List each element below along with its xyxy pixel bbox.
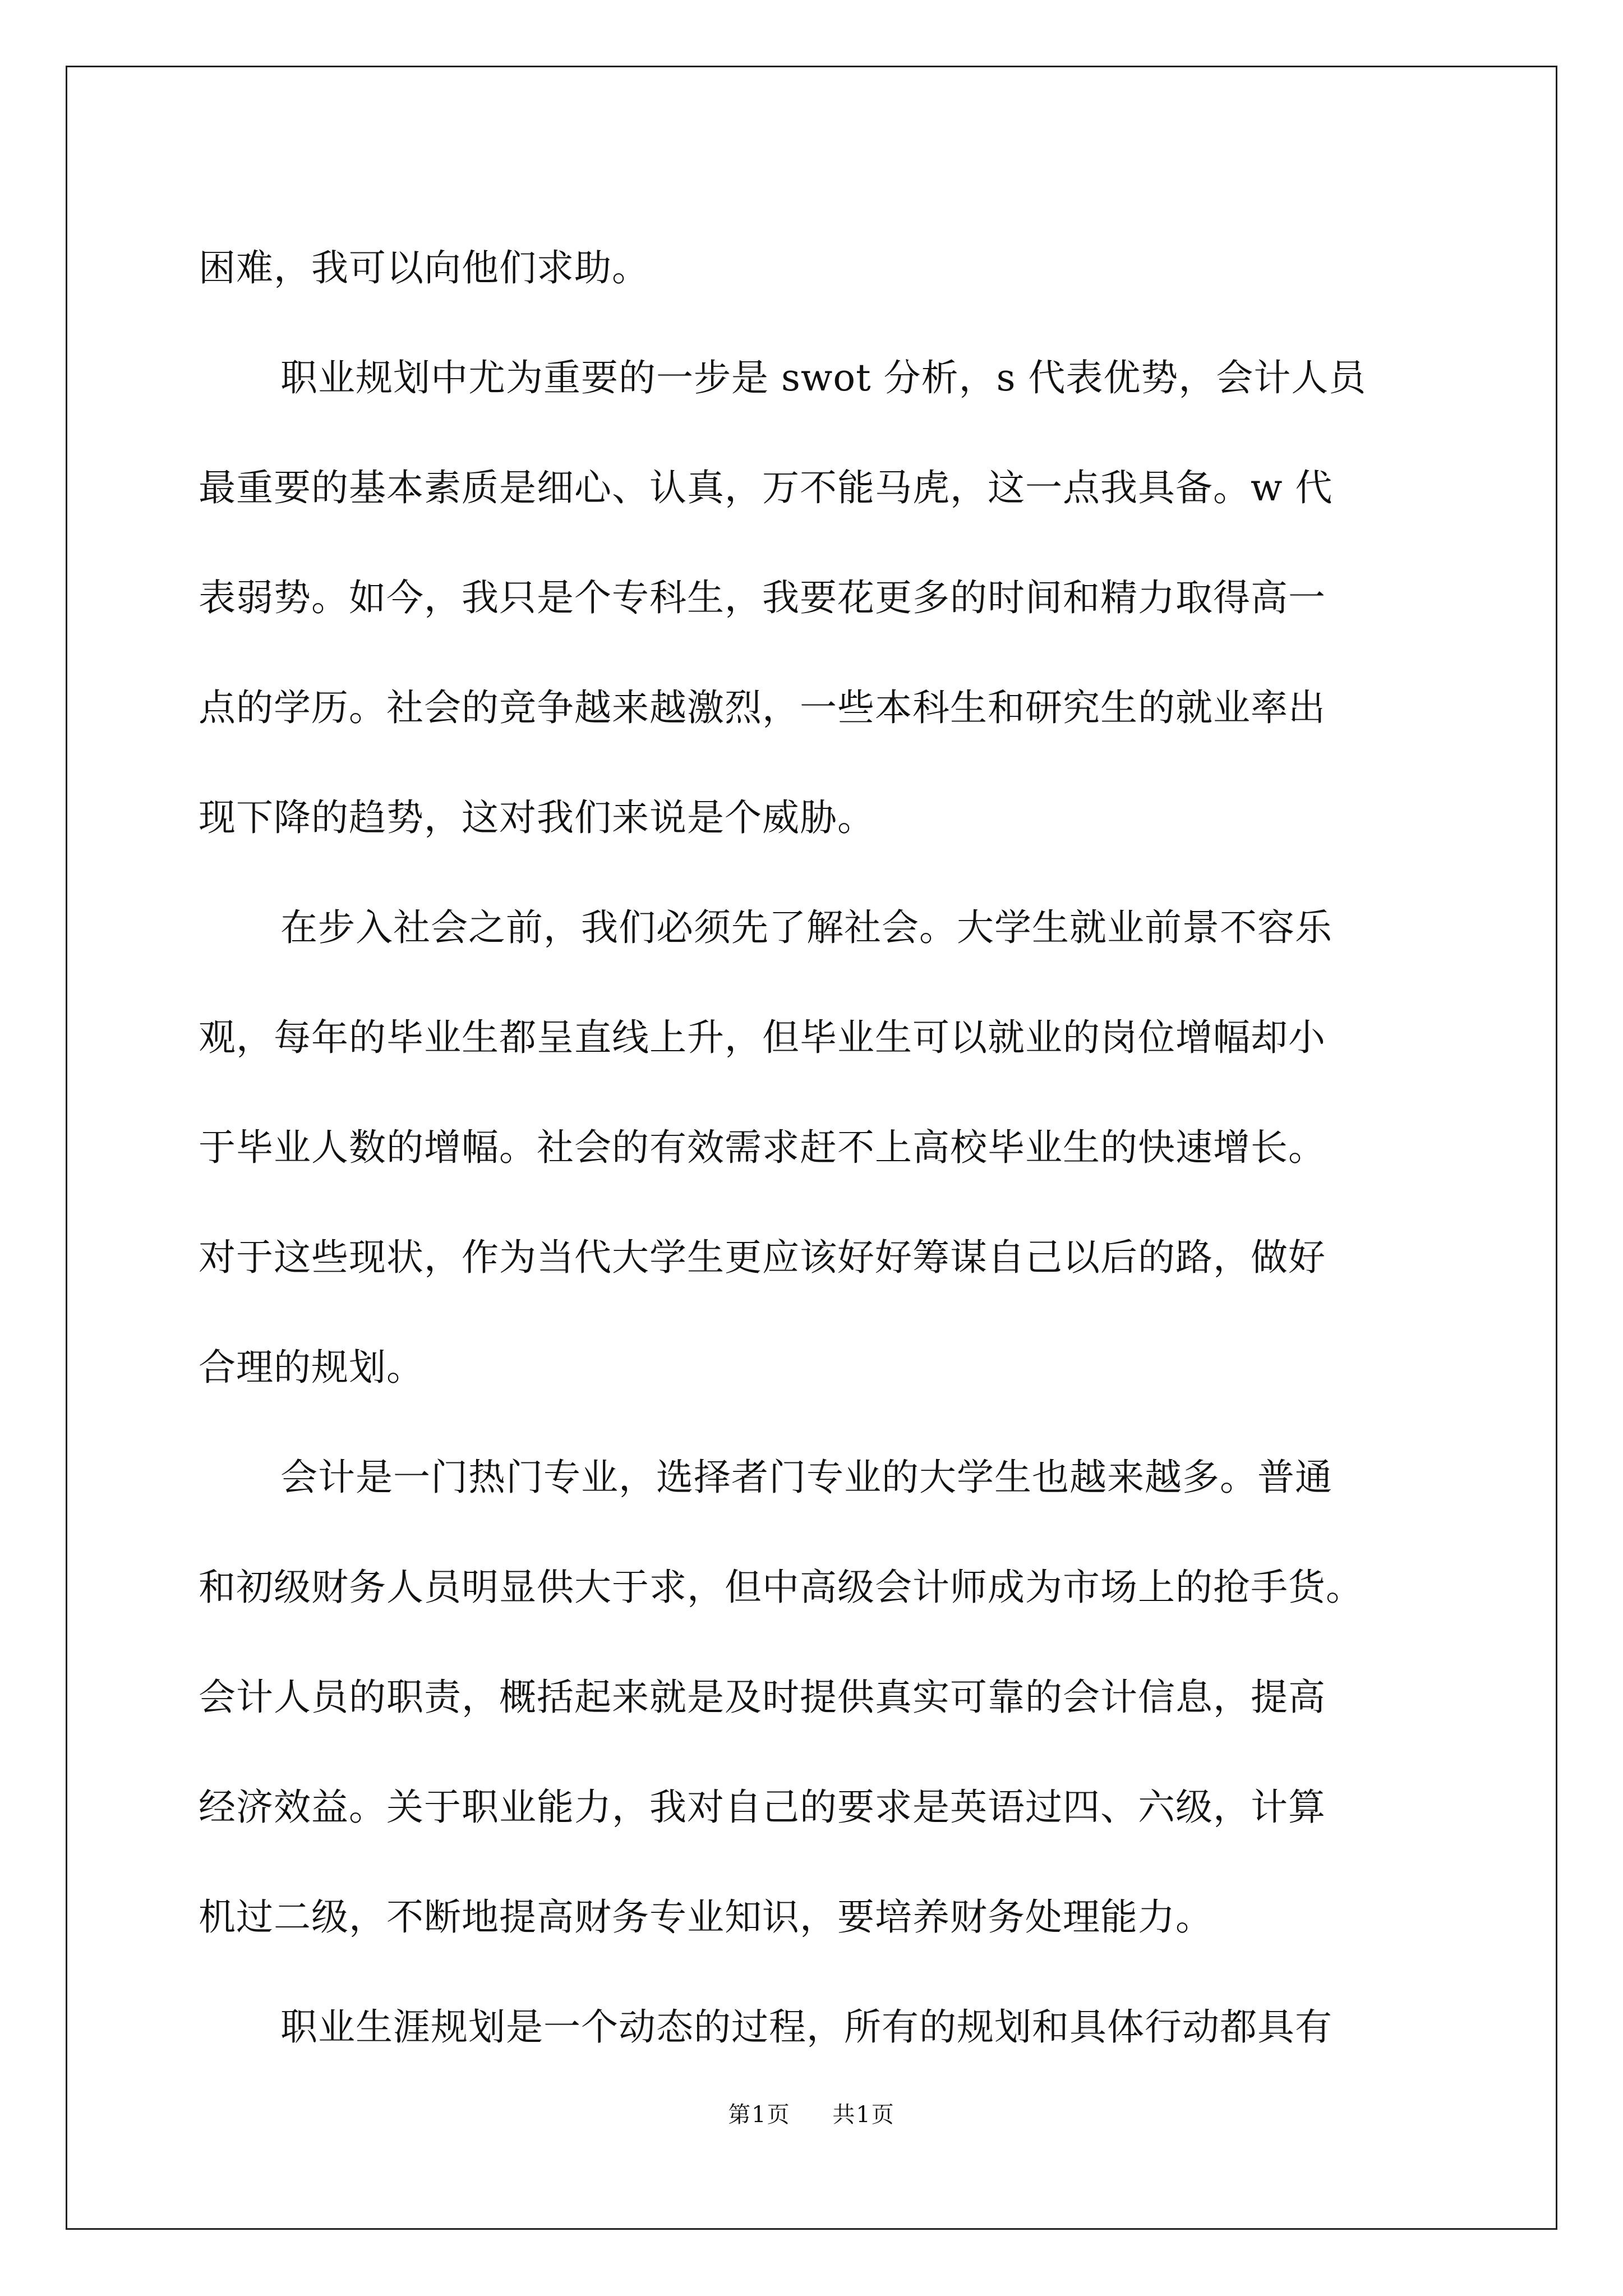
text-line: 现下降的趋势，这对我们来说是个威胁。 bbox=[199, 796, 875, 839]
page-total: 共1页 bbox=[832, 2102, 895, 2128]
page-footer bbox=[0, 2099, 1623, 2131]
document-body bbox=[199, 213, 1438, 2082]
text-line: 和初级财务人员明显供大于求，但中高级会计师成为市场上的抢手货。 bbox=[199, 1566, 1363, 1609]
text-line: 于毕业人数的增幅。社会的有效需求赶不上高校毕业生的快速增长。 bbox=[199, 1126, 1326, 1169]
page-number: 第1页 bbox=[728, 2102, 791, 2128]
text-line: 对于这些现状，作为当代大学生更应该好好筹谋自己以后的路，做好 bbox=[199, 1236, 1326, 1279]
text-line: 会计人员的职责，概括起来就是及时提供真实可靠的会计信息，提高 bbox=[199, 1676, 1326, 1719]
text-line: 职业规划中尤为重要的一步是 swot 分析，s 代表优势，会计人员 bbox=[280, 356, 1367, 399]
text-line: 经济效益。关于职业能力，我对自己的要求是英语过四、六级，计算 bbox=[199, 1786, 1326, 1829]
text-line: 观，每年的毕业生都呈直线上升，但毕业生可以就业的岗位增幅却小 bbox=[199, 1016, 1326, 1059]
text-line: 机过二级，不断地提高财务专业知识，要培养财务处理能力。 bbox=[199, 1895, 1213, 1939]
text-line: 最重要的基本素质是细心、认真，万不能马虎，这一点我具备。w 代 bbox=[199, 466, 1333, 509]
text-line: 在步入社会之前，我们必须先了解社会。大学生就业前景不容乐 bbox=[280, 906, 1332, 949]
text-line: 困难，我可以向他们求助。 bbox=[199, 246, 649, 289]
text-line: 表弱势。如今，我只是个专科生，我要花更多的时间和精力取得高一 bbox=[199, 576, 1326, 619]
text-line: 合理的规划。 bbox=[199, 1346, 424, 1389]
text-line: 会计是一门热门专业，选择者门专业的大学生也越来越多。普通 bbox=[280, 1456, 1332, 1499]
text-line: 职业生涯规划是一个动态的过程，所有的规划和具体行动都具有 bbox=[280, 2005, 1332, 2049]
text-line: 点的学历。社会的竞争越来越激烈，一些本科生和研究生的就业率出 bbox=[199, 686, 1326, 729]
